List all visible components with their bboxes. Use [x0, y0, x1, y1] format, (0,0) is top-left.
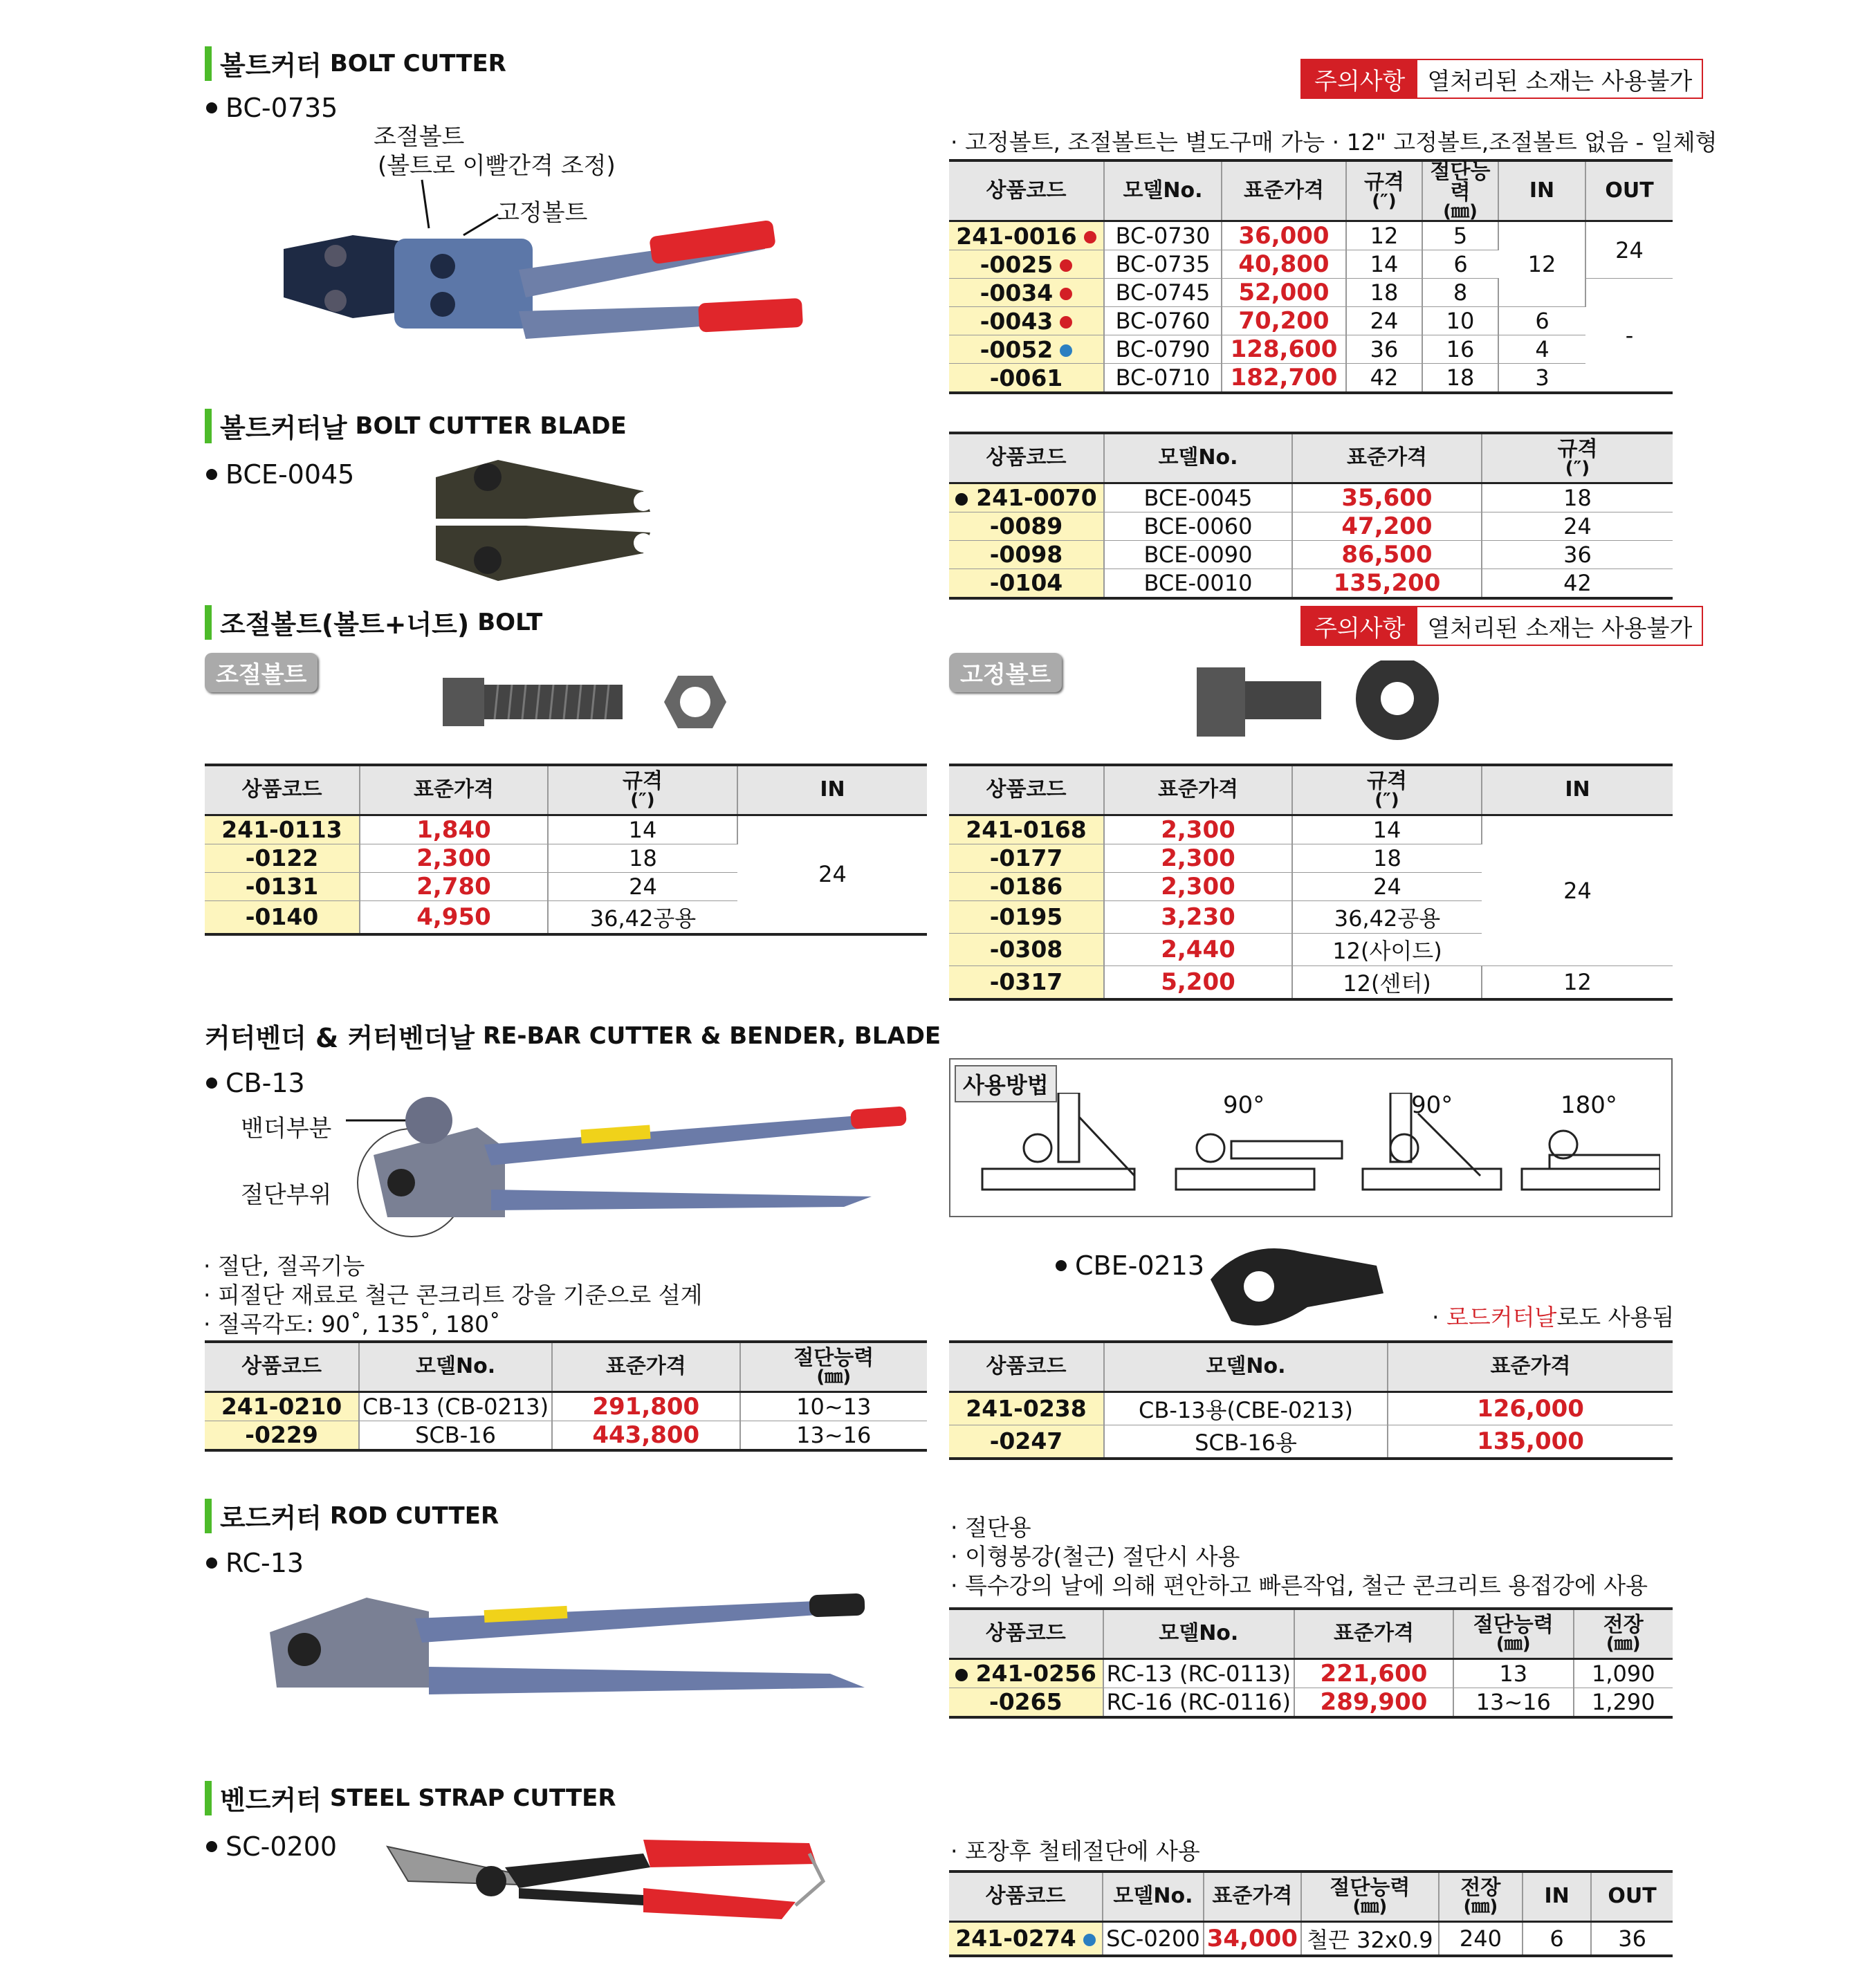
- spec-cell: 14: [1292, 815, 1482, 844]
- spec-cell: 36: [1346, 335, 1422, 364]
- adjust-bolt-image: [436, 667, 740, 737]
- model-label: RC-13: [226, 1548, 304, 1578]
- model-cell: RC-16 (RC-0116): [1103, 1688, 1294, 1717]
- code-text: -0025: [980, 250, 1054, 278]
- code-cell: -0177: [949, 844, 1104, 872]
- model-bce-0045: [206, 459, 354, 490]
- model-cbe-0213: [1056, 1250, 1204, 1281]
- price-cell: 1,840: [360, 815, 548, 844]
- warning-body: 열처리된 소재는 사용불가: [1417, 607, 1702, 645]
- blade-image: [422, 450, 671, 588]
- model-cell: SC-0200: [1103, 1921, 1204, 1956]
- price-cell: 70,200: [1222, 307, 1346, 335]
- price-cell: 52,000: [1222, 279, 1346, 307]
- th-price: 표준가격: [1388, 1342, 1673, 1392]
- code-cell: -0195: [949, 900, 1104, 933]
- th-in: IN: [1482, 765, 1673, 815]
- spec-cell: 18: [1346, 279, 1422, 307]
- blue-dot-icon: [1083, 1934, 1096, 1946]
- title-en: BOLT CUTTER: [329, 49, 506, 77]
- price-cell: 47,200: [1292, 512, 1482, 540]
- model-cell: BC-0760: [1104, 307, 1222, 335]
- code-cell: -0061: [949, 364, 1104, 394]
- spec-cell: 36,42공용: [548, 900, 737, 934]
- price-cell: 2,300: [1104, 844, 1292, 872]
- price-cell: 86,500: [1292, 540, 1482, 569]
- blade-table: [949, 432, 1673, 600]
- model-cell: BC-0790: [1104, 335, 1222, 364]
- spec-cell: 12(센터): [1292, 965, 1482, 999]
- price-cell: 135,200: [1292, 569, 1482, 598]
- length-cell: 1,290: [1574, 1688, 1673, 1717]
- rod-note-3: · 특수강의 날에 의해 편안하고 빠른작업, 철근 콘크리트 용접강에 사용: [950, 1572, 1648, 1599]
- table-row: [949, 221, 1673, 250]
- code-text: -0034: [980, 279, 1054, 306]
- th-code: 상품코드: [949, 765, 1104, 815]
- section-marker: [205, 1781, 212, 1815]
- price-cell: 34,000: [1204, 1921, 1301, 1956]
- th-model: 모델No.: [1103, 1609, 1294, 1658]
- th-length-label: 전장: [1460, 1876, 1501, 1901]
- table-row: [949, 364, 1673, 394]
- bullet-icon: [206, 1558, 217, 1569]
- code-cell: [949, 1658, 1103, 1688]
- code-cell: [949, 279, 1104, 307]
- table-row: [949, 965, 1673, 999]
- model-cell: BCE-0045: [1104, 483, 1292, 512]
- price-cell: 135,000: [1388, 1425, 1673, 1459]
- spec-cell: 14: [1346, 250, 1422, 279]
- bullet-icon: [206, 1078, 217, 1089]
- th-model: 모델No.: [1104, 433, 1292, 483]
- spec-cell: 42: [1346, 364, 1422, 394]
- label-cut-part: 절단부위: [241, 1181, 332, 1209]
- th-capacity: [1301, 1871, 1439, 1921]
- model-cell: BCE-0010: [1104, 569, 1292, 598]
- bender-title: [205, 1017, 941, 1055]
- bender-table: [205, 1340, 927, 1452]
- rod-note-1: · 절단용: [950, 1514, 1031, 1541]
- title-ko: 볼트커터날: [220, 413, 347, 443]
- in-cell: 6: [1523, 1921, 1591, 1956]
- in-cell: 24: [737, 815, 927, 934]
- code-cell: -0186: [949, 872, 1104, 900]
- code-cell: -0308: [949, 933, 1104, 965]
- th-length: [1439, 1871, 1523, 1921]
- warning-box-2: [1300, 606, 1703, 646]
- spec-cell: 12(사이드): [1292, 933, 1482, 965]
- th-length-unit: (㎜): [1606, 1634, 1641, 1655]
- th-price: 표준가격: [552, 1342, 740, 1392]
- title-en: ROD CUTTER: [329, 1501, 499, 1530]
- bolt-cutter-table: [949, 159, 1673, 394]
- bender-blade-table: [949, 1340, 1673, 1460]
- price-cell: 443,800: [552, 1421, 740, 1450]
- strap-table: [949, 1870, 1673, 1957]
- callout-fixed-bolt: 고정볼트: [497, 199, 588, 227]
- black-dot-icon: [955, 493, 968, 506]
- th-model: 모델No.: [1104, 1342, 1388, 1392]
- section-marker: [205, 605, 212, 640]
- bullet-icon: [206, 1841, 217, 1852]
- spec-cell: 12: [1346, 221, 1422, 250]
- th-spec-label: 규격: [1364, 170, 1404, 194]
- th-out: OUT: [1585, 160, 1673, 221]
- th-in: IN: [737, 765, 927, 815]
- red-dot-icon: [1060, 316, 1072, 329]
- table-row: [205, 1421, 927, 1450]
- th-code: 상품코드: [949, 1609, 1103, 1658]
- model-cell: BC-0735: [1104, 250, 1222, 279]
- strap-cutter-image: [380, 1826, 830, 1930]
- code-cell: [949, 307, 1104, 335]
- spec-cell: 42: [1482, 569, 1673, 598]
- code-cell: 241-0210: [205, 1392, 359, 1421]
- model-cell: BC-0710: [1104, 364, 1222, 394]
- th-capacity-label: 절단능력: [1430, 160, 1491, 205]
- model-cb-13: [206, 1068, 305, 1098]
- red-dot-icon: [1084, 231, 1096, 243]
- fixed-bolt-image: [1190, 660, 1453, 743]
- price-cell: 36,000: [1222, 221, 1346, 250]
- price-cell: 35,600: [1292, 483, 1482, 512]
- bolt-cutter-title: [205, 44, 506, 82]
- table-row: [949, 815, 1673, 844]
- code-cell: -0140: [205, 900, 360, 934]
- model-rc-13: [206, 1548, 304, 1578]
- note-prefix: ·: [1432, 1304, 1446, 1331]
- th-spec-unit: (″): [1565, 458, 1590, 479]
- code-cell: -0098: [949, 540, 1104, 569]
- title-ko: 벤드커터: [220, 1785, 322, 1815]
- bender-blade-image: [1204, 1238, 1390, 1335]
- in-cell: 12: [1482, 965, 1673, 999]
- section-marker: [205, 46, 212, 81]
- code-text: -0043: [980, 307, 1054, 335]
- out-cell: -: [1585, 279, 1673, 394]
- title-ko: 볼트커터: [220, 50, 322, 81]
- code-cell: -0317: [949, 965, 1104, 999]
- code-cell: -0104: [949, 569, 1104, 598]
- th-in: IN: [1498, 160, 1585, 221]
- model-cell: BC-0730: [1104, 221, 1222, 250]
- table-row: [949, 1392, 1673, 1425]
- rod-table: [949, 1607, 1673, 1719]
- th-code: 상품코드: [949, 1871, 1103, 1921]
- th-price: 표준가격: [1104, 765, 1292, 815]
- title-ko: 조절볼트(볼트+너트): [220, 609, 470, 640]
- th-capacity-label: 절단능력: [1473, 1613, 1554, 1638]
- th-spec-label: 규격: [1557, 437, 1598, 462]
- blue-dot-icon: [1060, 344, 1072, 357]
- capacity-cell: 8: [1422, 279, 1498, 307]
- code-cell: -0247: [949, 1425, 1104, 1459]
- capacity-cell: 철끈 32x0.9: [1301, 1921, 1439, 1956]
- cutter-bender-image: [346, 1079, 920, 1245]
- code-text: -0052: [980, 335, 1054, 363]
- price-cell: 3,230: [1104, 900, 1292, 933]
- code-cell: [949, 1921, 1103, 1956]
- price-cell: 2,300: [360, 844, 548, 872]
- out-cell: 36: [1591, 1921, 1673, 1956]
- code-cell: -0122: [205, 844, 360, 872]
- chip-fixed-bolt: 고정볼트: [949, 653, 1062, 692]
- in-cell: 12: [1498, 221, 1585, 307]
- in-cell: 6: [1498, 307, 1585, 335]
- capacity-cell: 6: [1422, 250, 1498, 279]
- adjust-bolt-table: [205, 764, 927, 936]
- blade-title: [205, 407, 627, 445]
- red-dot-icon: [1060, 259, 1072, 272]
- model-cell: CB-13용(CBE-0213): [1104, 1392, 1388, 1425]
- table-row: [949, 1921, 1673, 1956]
- bender-note-3: · 절곡각도: 90˚, 135˚, 180˚: [203, 1311, 501, 1338]
- price-cell: 126,000: [1388, 1392, 1673, 1425]
- th-model: 모델No.: [1104, 160, 1222, 221]
- th-code: 상품코드: [205, 1342, 359, 1392]
- th-capacity-unit: (㎜): [1496, 1634, 1531, 1655]
- model-sc-0200: [206, 1831, 337, 1862]
- model-cell: BCE-0060: [1104, 512, 1292, 540]
- in-cell: 4: [1498, 335, 1585, 364]
- code-cell: [949, 221, 1104, 250]
- in-cell: 3: [1498, 364, 1585, 394]
- model-cell: BCE-0090: [1104, 540, 1292, 569]
- th-price: 표준가격: [1294, 1609, 1453, 1658]
- usage-diagram: [975, 1093, 1660, 1210]
- code-text: 241-0256: [975, 1660, 1097, 1687]
- th-model: 모델No.: [1103, 1871, 1204, 1921]
- angle-90-a: 90°: [1223, 1091, 1265, 1119]
- th-model: 모델No.: [359, 1342, 552, 1392]
- spec-cell: 18: [1292, 844, 1482, 872]
- th-length-unit: (㎜): [1463, 1896, 1498, 1918]
- model-label: CB-13: [226, 1068, 305, 1098]
- th-price: 표준가격: [1204, 1871, 1301, 1921]
- rod-cutter-image: [263, 1584, 885, 1708]
- code-cell: [949, 483, 1104, 512]
- chip-adjust-bolt: 조절볼트: [205, 653, 318, 692]
- spec-cell: 36,42공용: [1292, 900, 1482, 933]
- length-cell: 240: [1439, 1921, 1523, 1956]
- th-capacity-label: 절단능력: [1330, 1876, 1410, 1901]
- fixed-bolt-table: [949, 764, 1673, 1001]
- price-cell: 289,900: [1294, 1688, 1453, 1717]
- note-suffix: 로도 사용됨: [1556, 1304, 1675, 1331]
- th-price: 표준가격: [1222, 160, 1346, 221]
- capacity-cell: 10: [1422, 307, 1498, 335]
- th-spec-unit: (″): [630, 790, 655, 811]
- th-length-label: 전장: [1603, 1613, 1644, 1638]
- spec-cell: 24: [1346, 307, 1422, 335]
- in-cell: 24: [1482, 815, 1673, 965]
- capacity-cell: 5: [1422, 221, 1498, 250]
- price-cell: 291,800: [552, 1392, 740, 1421]
- warning-head: 주의사항: [1302, 60, 1417, 98]
- th-capacity: [1453, 1609, 1574, 1658]
- capacity-cell: 13~16: [1453, 1688, 1574, 1717]
- code-cell: [949, 250, 1104, 279]
- code-cell: -0265: [949, 1688, 1103, 1717]
- spec-cell: 18: [548, 844, 737, 872]
- model-cell: SCB-16: [359, 1421, 552, 1450]
- bender-blade-note: [1432, 1303, 1674, 1332]
- price-cell: 40,800: [1222, 250, 1346, 279]
- title-en: RE-BAR CUTTER & BENDER, BLADE: [482, 1022, 941, 1050]
- model-cell: RC-13 (RC-0113): [1103, 1658, 1294, 1688]
- code-cell: [949, 335, 1104, 364]
- table-row: [949, 1688, 1673, 1717]
- bolt-cutter-image: [270, 173, 809, 360]
- spec-cell: 24: [1292, 872, 1482, 900]
- spec-cell: 24: [1482, 512, 1673, 540]
- table-row: [949, 540, 1673, 569]
- price-cell: 182,700: [1222, 364, 1346, 394]
- usage-label: 사용방법: [955, 1065, 1057, 1102]
- code-cell: 241-0113: [205, 815, 360, 844]
- spec-cell: 14: [548, 815, 737, 844]
- red-dot-icon: [1060, 288, 1072, 300]
- th-spec: [1346, 160, 1422, 221]
- code-cell: 241-0238: [949, 1392, 1104, 1425]
- price-cell: 5,200: [1104, 965, 1292, 999]
- table-row: [949, 307, 1673, 335]
- model-cell: BC-0745: [1104, 279, 1222, 307]
- capacity-cell: 10~13: [740, 1392, 927, 1421]
- price-cell: 128,600: [1222, 335, 1346, 364]
- rod-note-2: · 이형봉강(철근) 절단시 사용: [950, 1543, 1240, 1570]
- table-row: [205, 815, 927, 844]
- warning-box-1: [1300, 59, 1703, 99]
- th-capacity: [740, 1342, 927, 1392]
- warning-head: 주의사항: [1302, 607, 1417, 645]
- price-cell: 2,300: [1104, 872, 1292, 900]
- th-spec-label: 규격: [1367, 769, 1407, 794]
- code-cell: -0229: [205, 1421, 359, 1450]
- bender-note-1: · 절단, 절곡기능: [203, 1253, 365, 1279]
- th-code: 상품코드: [949, 1342, 1104, 1392]
- model-bc-0735: [206, 93, 338, 123]
- note-highlight: 로드커터날: [1446, 1304, 1557, 1331]
- table-row: [949, 1425, 1673, 1459]
- th-spec: [1292, 765, 1482, 815]
- model-cell: SCB-16용: [1104, 1425, 1388, 1459]
- th-in: IN: [1523, 1871, 1591, 1921]
- table-row: [949, 483, 1673, 512]
- bender-note-2: · 피절단 재료로 철근 콘크리트 강을 기준으로 설계: [203, 1282, 703, 1309]
- price-cell: 221,600: [1294, 1658, 1453, 1688]
- title-en: BOLT CUTTER BLADE: [355, 412, 627, 440]
- title-ko: 커터벤더 & 커터벤더날: [205, 1023, 475, 1053]
- spec-cell: 18: [1482, 483, 1673, 512]
- code-cell: 241-0168: [949, 815, 1104, 844]
- th-spec: [1482, 433, 1673, 483]
- th-code: 상품코드: [949, 433, 1104, 483]
- code-text: 241-0274: [955, 1925, 1076, 1952]
- code-cell: -0089: [949, 512, 1104, 540]
- table-row: [949, 569, 1673, 598]
- price-cell: 2,300: [1104, 815, 1292, 844]
- th-spec: [548, 765, 737, 815]
- title-ko: 로드커터: [220, 1503, 322, 1533]
- code-text: 241-0070: [976, 484, 1097, 511]
- table-row: [949, 335, 1673, 364]
- model-cell: CB-13 (CB-0213): [359, 1392, 552, 1421]
- length-cell: 1,090: [1574, 1658, 1673, 1688]
- th-price: 표준가격: [360, 765, 548, 815]
- section-marker: [205, 409, 212, 443]
- strap-note: · 포장후 철테절단에 사용: [950, 1838, 1200, 1865]
- rod-title: [205, 1497, 499, 1535]
- model-label: CBE-0213: [1075, 1250, 1205, 1281]
- capacity-cell: 13~16: [740, 1421, 927, 1450]
- th-capacity: [1422, 160, 1498, 221]
- title-en: STEEL STRAP CUTTER: [329, 1784, 616, 1812]
- price-cell: 2,780: [360, 872, 548, 900]
- model-label: BC-0735: [226, 93, 338, 123]
- price-cell: 2,440: [1104, 933, 1292, 965]
- bolt-cutter-note: · 고정볼트, 조절볼트는 별도구매 가능 · 12" 고정볼트,조절볼트 없음 - 일체형: [950, 129, 1718, 156]
- label-bender-part: 밴더부분: [241, 1115, 332, 1143]
- model-label: SC-0200: [226, 1831, 338, 1862]
- price-cell: 4,950: [360, 900, 548, 934]
- code-cell: -0131: [205, 872, 360, 900]
- callout-adjust-bolt: 조절볼트: [374, 123, 465, 151]
- code-text: 241-0016: [956, 222, 1077, 250]
- th-capacity-unit: (㎜): [1443, 201, 1478, 222]
- th-price: 표준가격: [1292, 433, 1482, 483]
- title-en: BOLT: [477, 608, 543, 636]
- model-label: BCE-0045: [226, 459, 355, 490]
- table-row: [205, 1392, 927, 1421]
- black-dot-icon: [955, 1669, 968, 1681]
- table-row: [949, 512, 1673, 540]
- capacity-cell: 13: [1453, 1658, 1574, 1688]
- out-cell: 24: [1585, 221, 1673, 279]
- th-spec-label: 규격: [623, 769, 663, 794]
- capacity-cell: 16: [1422, 335, 1498, 364]
- angle-90-b: 90°: [1411, 1091, 1453, 1119]
- strap-title: [205, 1779, 616, 1817]
- bullet-icon: [1056, 1260, 1067, 1271]
- bolt-title: [205, 603, 542, 641]
- th-code: 상품코드: [949, 160, 1104, 221]
- warning-body: 열처리된 소재는 사용불가: [1417, 60, 1702, 98]
- table-row: [949, 1658, 1673, 1688]
- section-marker: [205, 1499, 212, 1533]
- th-code: 상품코드: [205, 765, 360, 815]
- th-capacity-unit: (㎜): [1352, 1896, 1388, 1918]
- th-capacity-unit: (㎜): [816, 1367, 852, 1388]
- th-out: OUT: [1591, 1871, 1673, 1921]
- bullet-icon: [206, 469, 217, 480]
- th-capacity-label: 절단능력: [793, 1346, 874, 1371]
- angle-180: 180°: [1561, 1091, 1617, 1119]
- th-length: [1574, 1609, 1673, 1658]
- spec-cell: 24: [548, 872, 737, 900]
- callout-adjust-sub: (볼트로 이빨간격 조정): [378, 152, 616, 180]
- spec-cell: 36: [1482, 540, 1673, 569]
- bullet-icon: [206, 102, 217, 113]
- th-spec-unit: (″): [1374, 790, 1399, 811]
- th-spec-unit: (″): [1372, 191, 1397, 212]
- capacity-cell: 18: [1422, 364, 1498, 394]
